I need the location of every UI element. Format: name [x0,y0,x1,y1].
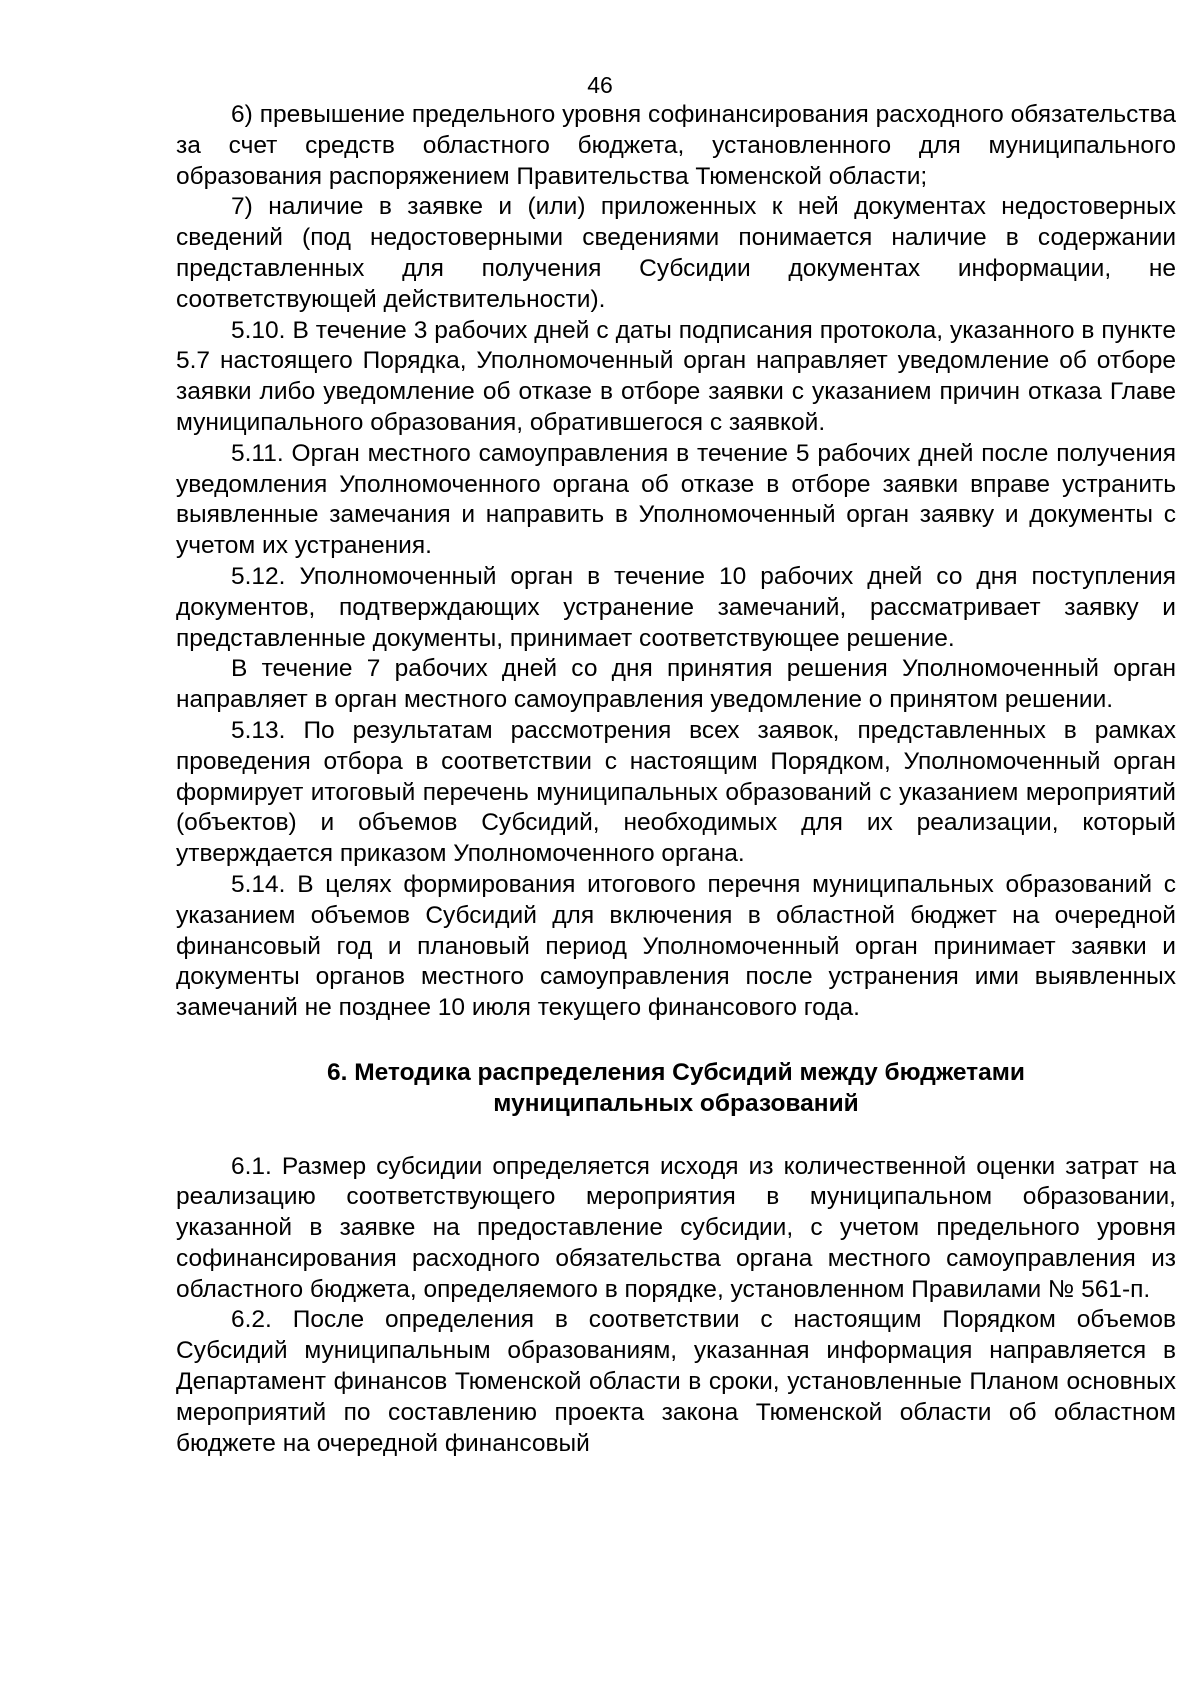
paragraph-item-7: 7) наличие в заявке и (или) приложенных к ней документах недостоверных сведений (под недостоверными сведениями понимается наличие в содержании представленных для получения Субсидии документах информации, не соответствующей действительности). [176,193,1176,313]
paragraph-item-6: 6) превышение предельного уровня софинансирования расходного обязательства за счет средств областного бюджета, установленного для муниципального образования распоряжением Правительства Тюменской области; [176,101,1176,190]
paragraph-5-11: 5.11. Орган местного самоуправления в течение 5 рабочих дней после получения уведомления Уполномоченного органа об отказе в отборе заявки вправе устранить выявленные замечания и направить в Уполномоченный орган заявку и документы с учетом их устранения. [176,439,1176,560]
section-heading-line-1: 6. Методика распределения Субсидий между бюджетами [326,1058,1025,1086]
paragraph-6-1: 6.1. Размер субсидии определяется исходя из количественной оценки затрат на реализацию соответствующего мероприятия в муниципальном образовании, указанной в заявке на предоставление субсидии, с учетом предельного уровня софинансирования расходного обязательства органа местного самоуправления из областного бюджета, определяемого в порядке, установленном Правилами № 561-п. [176,1152,1176,1303]
paragraph-5-12: 5.12. Уполномоченный орган в течение 10 рабочих дней со дня поступления документов, подтверждающих устранение замечаний, рассматривает заявку и представленные документы, принимает соответствующее решение. [176,562,1176,652]
page-number: 46 [587,72,613,98]
paragraph-6-2: 6.2. После определения в соответствии с настоящим Порядком объемов Субсидий муниципальным образованиям, указанная информация направляется в Департамент финансов Тюменской области в сроки, установленные Планом основных мероприятий по составлению проекта закона Тюменской области об областном бюджете на очередной финансовый [176,1306,1176,1457]
paragraph-5-10: 5.10. В течение 3 рабочих дней с даты подписания протокола, указанного в пункте 5.7 настоящего Порядка, Уполномоченный орган направляет уведомление об отборе заявки либо уведомление об отказе в отборе заявки с указанием причин отказа Главе муниципального образования, обратившегося с заявкой. [176,316,1176,436]
paragraph-5-13: 5.13. По результатам рассмотрения всех заявок, представленных в рамках проведения отбора в соответствии с настоящим Порядком, Уполномоченный орган формирует итоговый перечень муниципальных образований с указанием мероприятий (объектов) и объемов Субсидий, необходимых для их реализации, который утверждается приказом Уполномоченного органа. [176,716,1176,868]
paragraph-5-14: 5.14. В целях формирования итогового перечня муниципальных образований с указанием объемов Субсидий для включения в областной бюджет на очередной финансовый год и плановый период Уполномоченный орган принимает заявки и документы органов местного самоуправления после устранения ими выявленных замечаний не позднее 10 июля текущего финансового года. [176,870,1176,1022]
section-heading-line-2: муниципальных образований [493,1089,859,1117]
page-content [176,100,1176,1459]
paragraph-5-12-continued: В течение 7 рабочих дней со дня принятия решения Уполномоченный орган направляет в орган местного самоуправления уведомление о принятом решении. [176,655,1176,714]
section-heading [176,1058,1176,1120]
